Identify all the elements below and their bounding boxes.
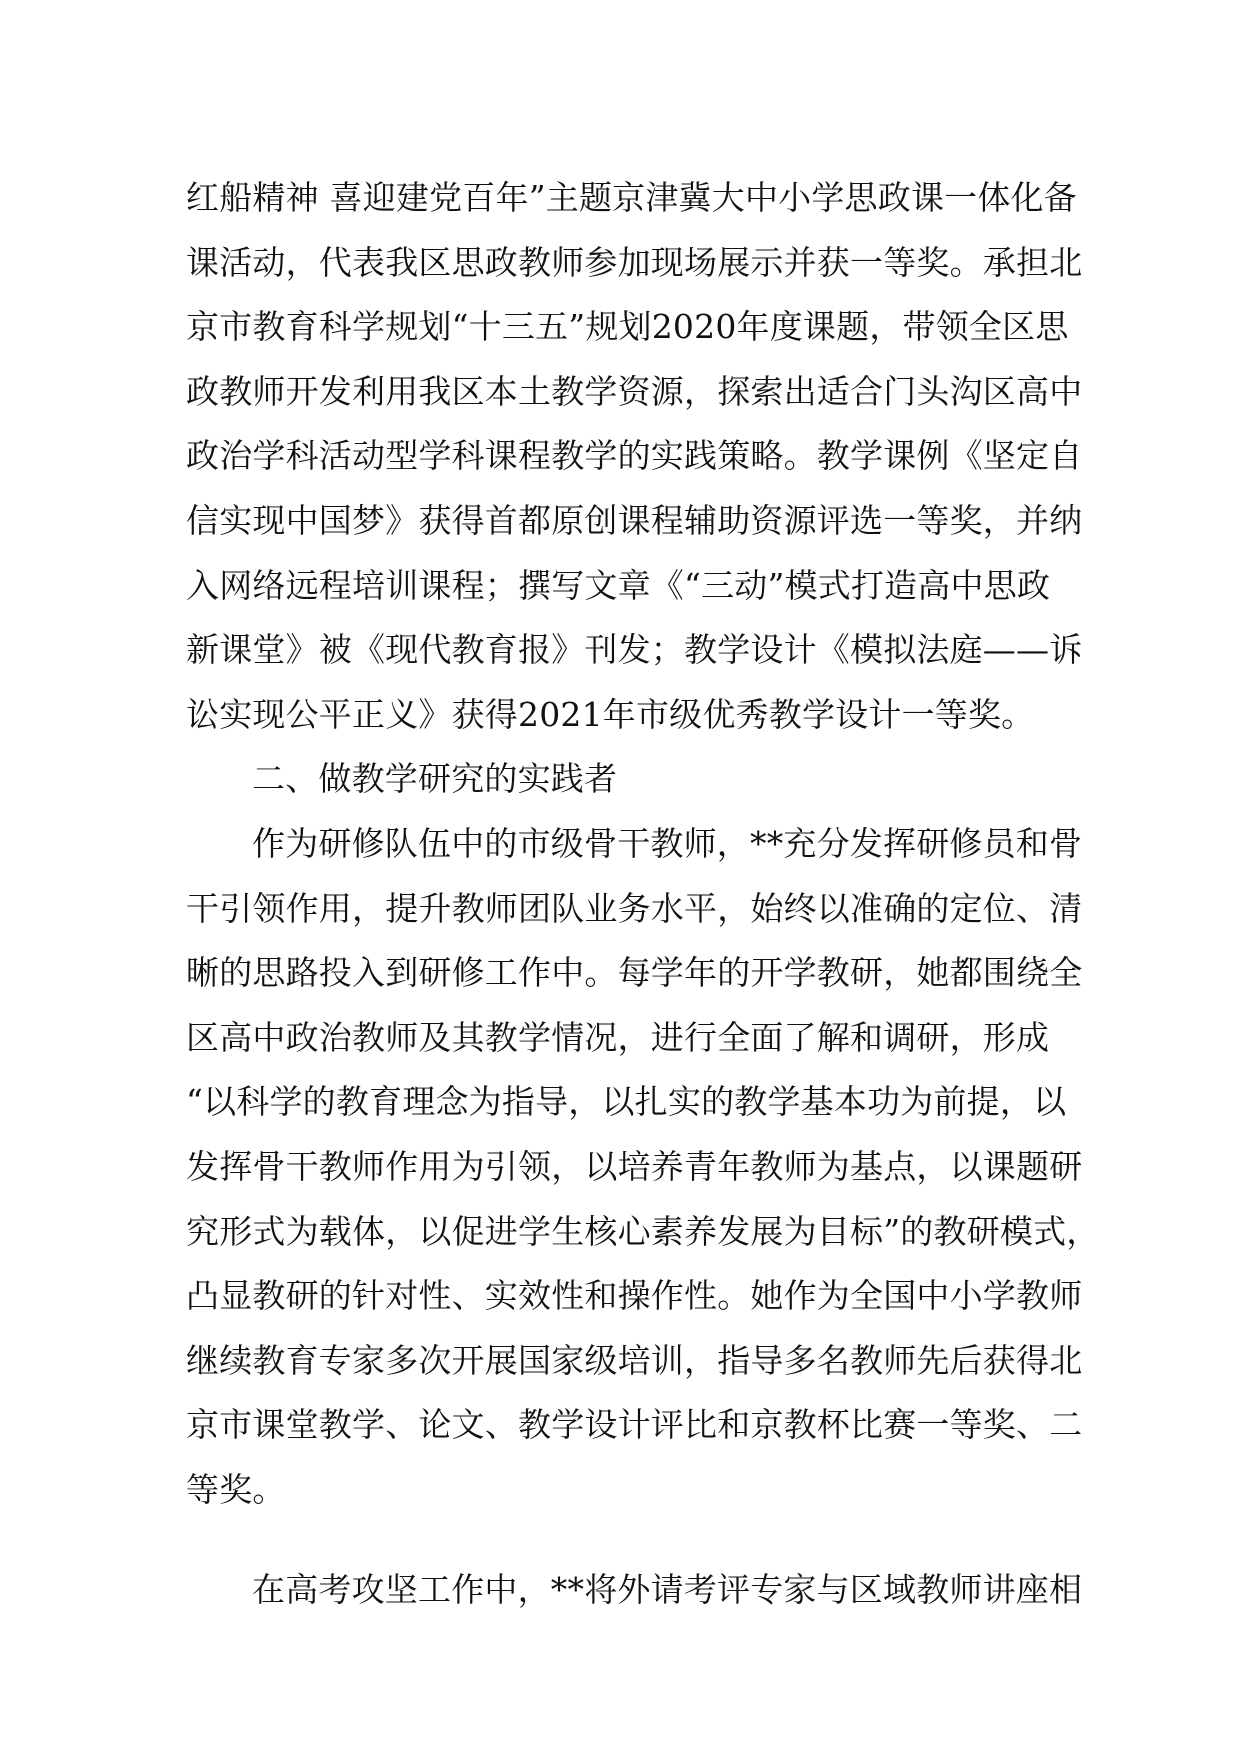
paragraph-line: 晰的思路投入到研修工作中。每学年的开学教研，她都围绕全: [186, 953, 1083, 993]
paragraph-line: 京市教育科学规划“十三五”规划2020年度课题，带领全区思: [186, 307, 1069, 347]
paragraph-line: 课活动，代表我区思政教师参加现场展示并获一等奖。承担北: [186, 242, 1083, 282]
paragraph-line: 发挥骨干教师作用为引领，以培养青年教师为基点，以课题研: [186, 1146, 1083, 1186]
section-heading: 二、做教学研究的实践者: [252, 759, 618, 799]
paragraph-spacer: [186, 1522, 1066, 1558]
document-body: [186, 166, 1100, 1623]
paragraph-line: 凸显教研的针对性、实效性和操作性。她作为全国中小学教师: [186, 1276, 1083, 1316]
paragraph-line: 信实现中国梦》获得首都原创课程辅助资源评选一等奖，并纳: [186, 500, 1083, 540]
paragraph-line: 继续教育专家多次开展国家级培训，指导多名教师先后获得北: [186, 1340, 1083, 1380]
paragraph-line: 新课堂》被《现代教育报》刊发；教学设计《模拟法庭——诉: [186, 630, 1083, 670]
paragraph-line: 在高考攻坚工作中，**将外请考评专家与区域教师讲座相: [252, 1570, 1083, 1610]
paragraph-line: “以科学的教育理念为指导，以扎实的教学基本功为前提，以: [186, 1082, 1067, 1122]
paragraph-line: 干引领作用，提升教师团队业务水平，始终以准确的定位、清: [186, 888, 1083, 928]
paragraph-line: 究形式为载体，以促进学生核心素养发展为目标”的教研模式，: [186, 1211, 1100, 1251]
paragraph-line: 红船精神 喜迎建党百年”主题京津冀大中小学思政课一体化备: [186, 178, 1077, 217]
paragraph-line: 等奖。: [186, 1469, 286, 1509]
paragraph-line: 区高中政治教师及其教学情况，进行全面了解和调研，形成: [186, 1017, 1050, 1057]
paragraph-line: 作为研修队伍中的市级骨干教师，**充分发挥研修员和骨: [252, 823, 1083, 863]
paragraph-line: 京市课堂教学、论文、教学设计评比和京教杯比赛一等奖、二: [186, 1405, 1083, 1445]
paragraph-line: 入网络远程培训课程；撰写文章《“三动”模式打造高中思政: [186, 565, 1051, 605]
paragraph-line: 政教师开发利用我区本土教学资源，探索出适合门头沟区高中: [186, 371, 1083, 411]
paragraph-line: 政治学科活动型学科课程教学的实践策略。教学课例《坚定自: [186, 436, 1083, 476]
paragraph-line: 讼实现公平正义》获得2021年市级优秀教学设计一等奖。: [186, 694, 1035, 734]
